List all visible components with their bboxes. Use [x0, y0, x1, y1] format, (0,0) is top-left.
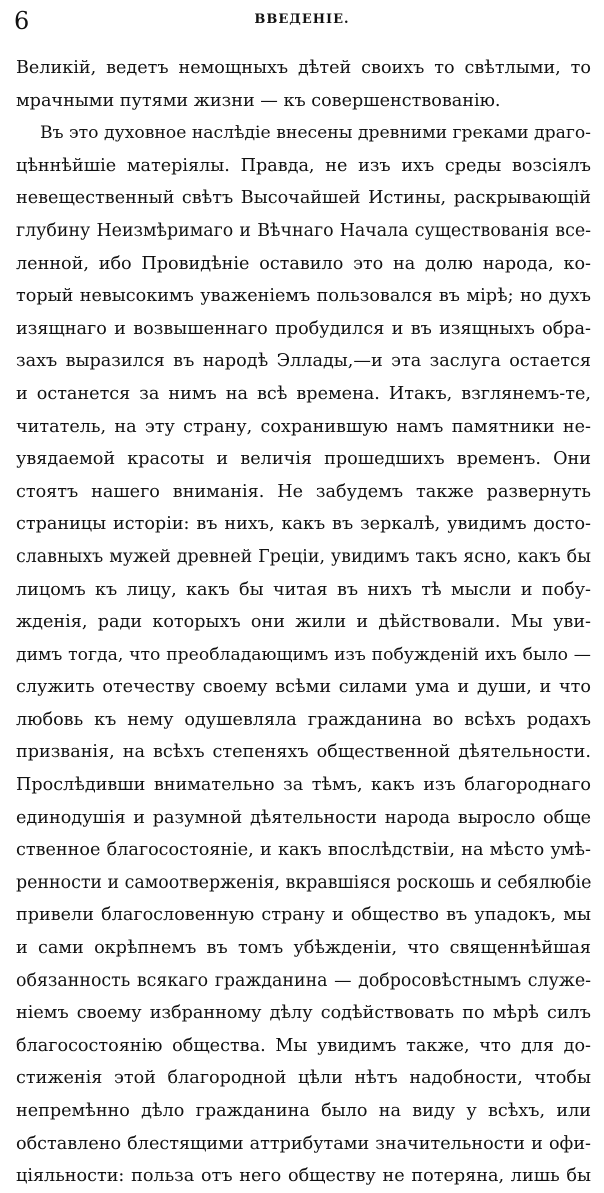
text-line: привели благословенную страну и общество въ упадокъ, мы [16, 905, 591, 926]
text-line: глубину Неизмѣримаго и Вѣчнаго Начала существованія все- [16, 220, 591, 241]
text-line: димъ тогда, что преобладающимъ изъ побужденій ихъ было — [16, 644, 591, 665]
text-line: жденія, ради которыхъ они жили и дѣйствовали. Мы уви- [16, 612, 591, 633]
text-line: лицомъ къ лицу, какъ бы читая въ нихъ тѣ мысли и побу- [16, 579, 591, 600]
text-line: захъ выразился въ народѣ Эллады,—и эта заслуга остается [16, 351, 591, 372]
text-line: читатель, на эту страну, сохранившую намъ памятники не- [16, 416, 591, 437]
text-line: Великій, ведетъ немощныхъ дѣтей своихъ то свѣтлыми, то [16, 58, 591, 78]
text-line: и сами окрѣпнемъ въ томъ убѣжденіи, что священнѣйшая [16, 938, 591, 959]
text-line: стоятъ нашего вниманія. Не забудемъ также развернуть [16, 481, 591, 502]
paragraph-2 [16, 117, 591, 1193]
paragraph-1 [16, 52, 591, 117]
text-line: ленной, ибо Провидѣніе оставило это на долю народа, ко- [16, 253, 591, 274]
text-line: изящнаго и возвышеннаго пробудился и въ изящныхъ обра- [16, 318, 591, 339]
running-title: ВВЕДЕНІЕ. [254, 12, 350, 27]
body-text [16, 52, 591, 1193]
text-line: невещественный свѣтъ Высочайшей Истины, раскрывающій [16, 188, 591, 209]
text-line: увядаемой красоты и величія прошедшихъ временъ. Они [16, 449, 591, 470]
text-line: служить отечеству своему всѣми силами ума и души, и что [16, 677, 591, 698]
text-line: мрачными путями жизни — къ совершенствованію. [16, 90, 501, 111]
text-line: обставлено блестящими аттрибутами значительности и офи- [16, 1133, 591, 1154]
text-line: ренности и самоотверженія, вкравшіяся роскошь и себялюбіе [16, 872, 591, 893]
text-line: Прослѣдивши внимательно за тѣмъ, какъ изъ благороднаго [16, 775, 591, 796]
text-line: стиженія этой благородной цѣли нѣтъ надобности, чтобы [16, 1068, 591, 1089]
text-line: Въ это духовное наслѣдіе внесены древними греками драго- [40, 123, 591, 144]
text-line: и останется за нимъ на всѣ времена. Итакъ, взглянемъ-те, [16, 383, 591, 404]
text-line: непремѣнно дѣло гражданина было на виду у всѣхъ, или [16, 1101, 591, 1121]
text-line: торый невысокимъ уваженіемъ пользовался въ мірѣ; но духъ [16, 286, 591, 307]
text-line: славныхъ мужей древней Греціи, увидимъ такъ ясно, какъ бы [16, 546, 591, 567]
text-line: ніемъ своему избранному дѣлу содѣйствовать по мѣрѣ силъ [16, 1003, 591, 1024]
text-line: ственное благосостояніе, и какъ впослѣдствіи, на мѣсто умѣ- [16, 840, 591, 861]
text-line: цѣннѣйшіе матеріялы. Правда, не изъ ихъ среды возсіялъ [16, 155, 591, 176]
text-line: призванія, на всѣхъ степеняхъ общественной дѣятельности. [16, 742, 591, 763]
text-line: страницы исторіи: въ нихъ, какъ въ зеркалѣ, увидимъ досто- [16, 514, 591, 535]
text-line: благосостоянію общества. Мы увидимъ также, что для до- [16, 1035, 591, 1056]
text-line: единодушія и разумной дѣятельности народа выросло обще [16, 807, 591, 828]
text-line: ціяльности: польза отъ него обществу не потеряна, лишь бы [16, 1166, 591, 1187]
page-number: 6 [14, 7, 30, 35]
text-line: любовь къ нему одушевляла гражданина во всѣхъ родахъ [16, 709, 591, 730]
text-line: обязанность всякаго гражданина — добросовѣстнымъ служе- [16, 970, 591, 991]
